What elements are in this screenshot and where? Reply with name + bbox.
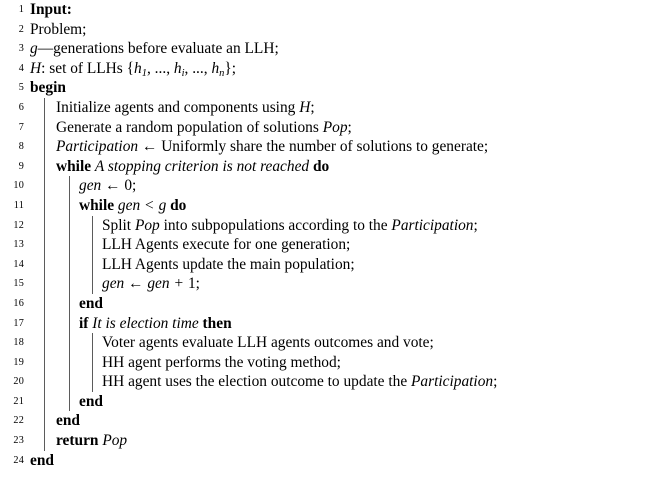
indent-rule	[69, 274, 70, 294]
line-content: while A stopping criterion is not reached do	[56, 157, 330, 175]
line-content: gen ← 0;	[79, 177, 137, 195]
indent-rule	[44, 294, 45, 314]
indent-rule	[44, 196, 45, 216]
indent-rule	[44, 372, 45, 392]
line-number: 4	[18, 62, 24, 74]
line-number: 7	[18, 121, 24, 133]
indent-rule	[92, 216, 93, 236]
indent-rule	[92, 372, 93, 392]
line-number: 2	[18, 23, 24, 35]
indent-rule	[44, 255, 45, 275]
line-content: end	[79, 392, 103, 410]
line-content: Generate a random population of solutions Pop;	[56, 118, 352, 136]
algorithm-line	[0, 353, 652, 373]
indent-rule	[69, 314, 70, 334]
algorithm-line	[0, 333, 652, 353]
line-content: end	[30, 451, 54, 469]
line-number: 1	[18, 4, 24, 15]
indent-rule	[92, 353, 93, 373]
indent-rule	[69, 294, 70, 314]
line-number: 13	[13, 239, 24, 251]
line-number: 15	[13, 278, 24, 290]
indent-rule	[69, 196, 70, 216]
indent-rule	[44, 411, 45, 431]
indent-rule	[69, 333, 70, 353]
algorithm-line	[0, 118, 652, 138]
indent-rule	[92, 255, 93, 275]
algorithm-line	[0, 20, 652, 40]
line-number: 17	[13, 317, 24, 329]
line-content: gen ← gen + 1;	[102, 275, 200, 293]
indent-rule	[44, 176, 45, 196]
line-number: 5	[18, 82, 24, 94]
algorithm-line	[0, 59, 652, 79]
algorithm-line	[0, 0, 652, 20]
algorithm-line	[0, 274, 652, 294]
line-content: end	[56, 412, 80, 430]
line-content: LLH Agents execute for one generation;	[102, 236, 351, 254]
line-content: Split Pop into subpopulations according to the Participation;	[102, 216, 478, 234]
line-number: 18	[13, 337, 24, 349]
line-number: 16	[13, 297, 24, 309]
indent-rule	[92, 333, 93, 353]
line-content: while gen < g do	[79, 196, 187, 214]
indent-rule	[44, 216, 45, 236]
line-number: 3	[18, 43, 24, 55]
indent-rule	[92, 274, 93, 294]
indent-rule	[44, 353, 45, 373]
algorithm-line	[0, 431, 652, 451]
indent-rule	[69, 372, 70, 392]
indent-rule	[44, 157, 45, 177]
line-number: 23	[13, 435, 24, 447]
indent-rule	[92, 235, 93, 255]
line-content: end	[79, 294, 103, 312]
line-number: 21	[13, 395, 24, 407]
line-content: if It is election time then	[79, 314, 232, 332]
line-number: 9	[18, 160, 24, 172]
algorithm-line	[0, 137, 652, 157]
line-content: begin	[30, 79, 66, 97]
algorithm-line	[0, 196, 652, 216]
algorithm-line	[0, 255, 652, 275]
indent-rule	[69, 176, 70, 196]
algorithm-line	[0, 235, 652, 255]
algorithm-line	[0, 98, 652, 118]
line-number: 19	[13, 356, 24, 368]
line-content: Input:	[30, 1, 72, 18]
line-content: LLH Agents update the main population;	[102, 255, 355, 273]
line-content: HH agent uses the election outcome to update the Participation;	[102, 373, 498, 391]
line-content: Voter agents evaluate LLH agents outcomes and vote;	[102, 334, 434, 352]
indent-rule	[44, 274, 45, 294]
indent-rule	[44, 333, 45, 353]
indent-rule	[44, 431, 45, 451]
line-content: Participation ← Uniformly share the number of solutions to generate;	[56, 138, 489, 156]
algorithm-line	[0, 451, 652, 471]
line-content: Problem;	[30, 20, 87, 38]
line-number: 24	[13, 454, 24, 466]
indent-rule	[44, 98, 45, 118]
line-number: 20	[13, 376, 24, 388]
algorithm-line	[0, 392, 652, 412]
algorithm-line	[0, 411, 652, 431]
line-number: 10	[13, 180, 24, 192]
indent-rule	[69, 392, 70, 412]
algorithm-line	[0, 216, 652, 236]
line-content: g—generations before evaluate an LLH;	[30, 40, 279, 58]
line-number: 8	[18, 141, 24, 153]
indent-rule	[44, 235, 45, 255]
line-number: 11	[13, 199, 24, 211]
algorithm-line	[0, 176, 652, 196]
algorithm-line	[0, 78, 652, 98]
indent-rule	[69, 216, 70, 236]
line-number: 6	[18, 101, 24, 113]
line-content: HH agent performs the voting method;	[102, 353, 341, 371]
indent-rule	[44, 118, 45, 138]
line-number: 14	[13, 258, 24, 270]
line-number: 22	[13, 415, 24, 427]
algorithm-line	[0, 314, 652, 334]
indent-rule	[44, 314, 45, 334]
algorithm-line	[0, 294, 652, 314]
line-number: 12	[13, 219, 24, 231]
line-content: H: set of LLHs {$h_1$, ..., $h_i$, ..., hn};	[30, 59, 237, 79]
indent-rule	[44, 392, 45, 412]
line-content: return Pop	[56, 432, 128, 450]
indent-rule	[69, 235, 70, 255]
algorithm-line	[0, 39, 652, 59]
indent-rule	[44, 137, 45, 157]
line-content: Initialize agents and components using H;	[56, 98, 315, 116]
indent-rule	[69, 255, 70, 275]
algorithm-line	[0, 372, 652, 392]
indent-rule	[69, 353, 70, 373]
algorithm-line	[0, 157, 652, 177]
